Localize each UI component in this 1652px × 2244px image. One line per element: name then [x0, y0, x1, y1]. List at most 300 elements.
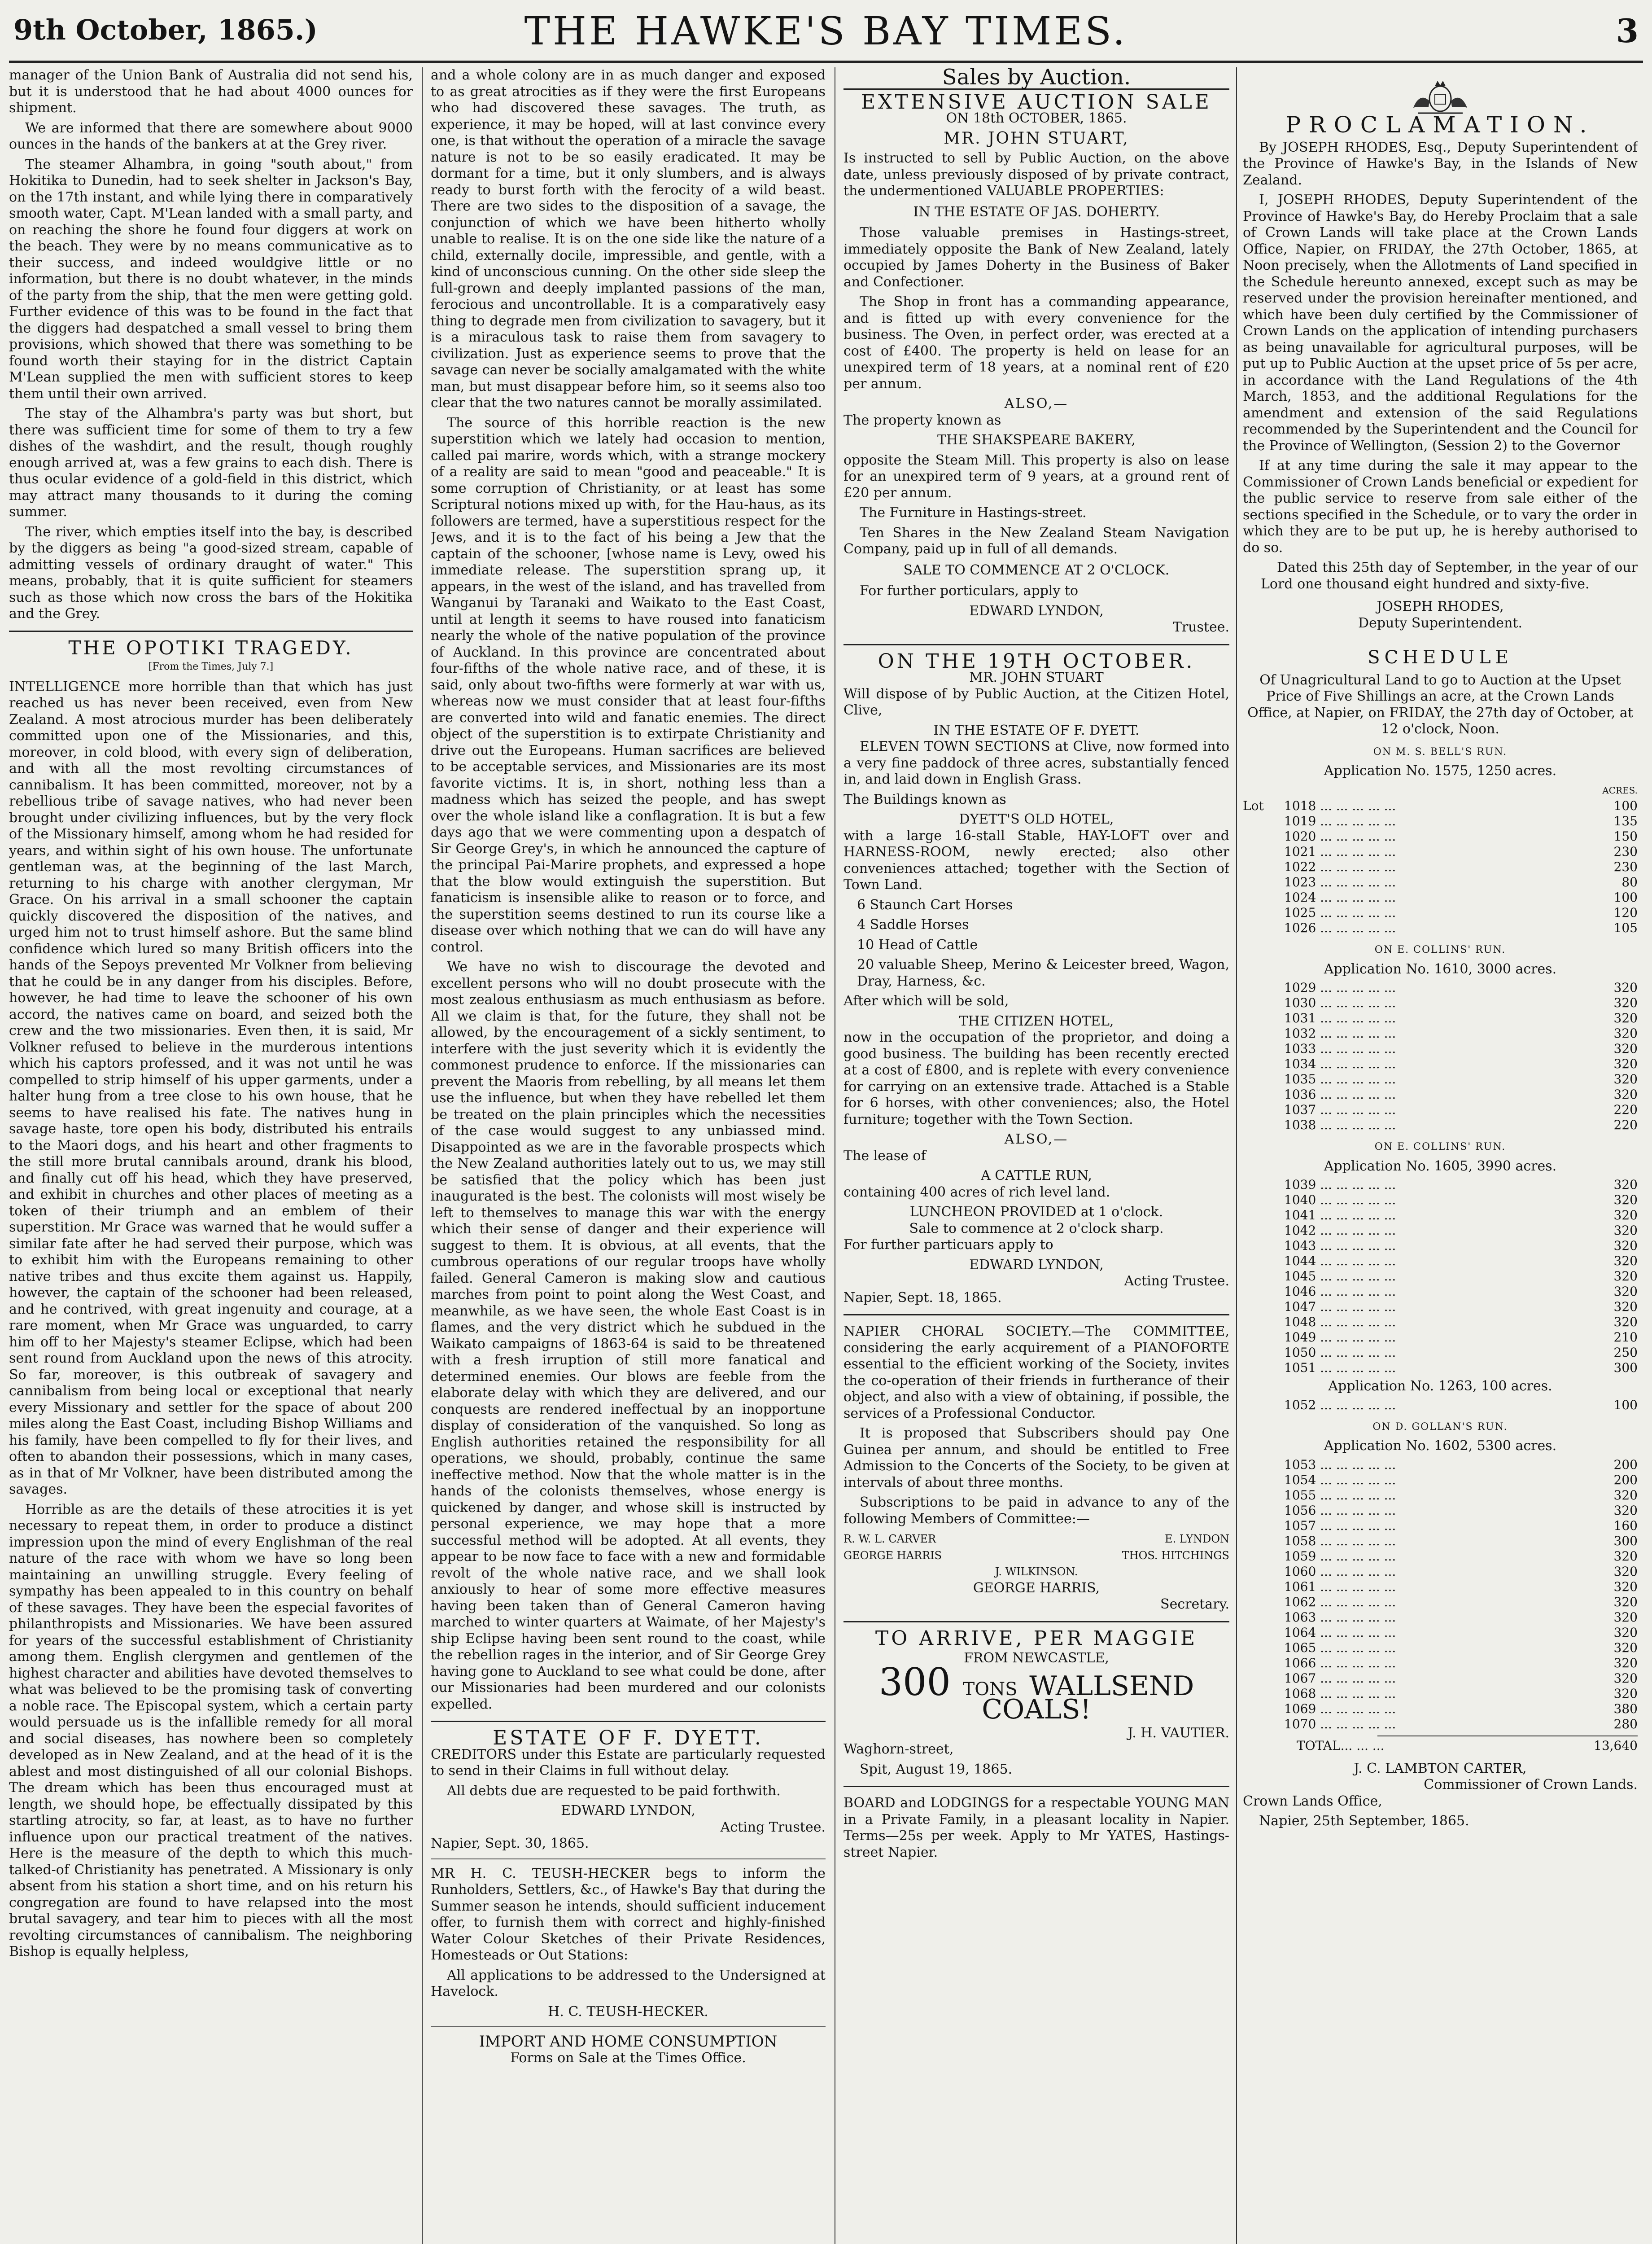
column-editorial: [431, 67, 826, 2066]
lot-number: 1068 ... ... ... ... ...: [1284, 1686, 1396, 1701]
lot-label: [1243, 1315, 1279, 1330]
section-rule: [843, 1314, 1229, 1315]
import-forms-title: IMPORT AND HOME CONSUMPTION: [479, 2033, 778, 2051]
lot-row: [1243, 829, 1638, 844]
also-heading: ALSO,—: [1004, 1131, 1069, 1147]
lot-row: [1243, 1640, 1638, 1656]
lot-label: [1243, 1398, 1279, 1413]
teusch-hecker-signature: H. C. TEUSH-HECKER.: [548, 2003, 708, 2020]
schedule-title: SCHEDULE: [1368, 647, 1513, 668]
auction-signature-role: Trustee.: [1172, 619, 1229, 635]
lot-number: 1034 ... ... ... ... ...: [1284, 1056, 1396, 1071]
lot-label: [1243, 920, 1279, 936]
lot-number: 1046 ... ... ... ... ...: [1284, 1284, 1396, 1299]
proclamation-paragraph: If at any time during the sale it may appear to the Commissioner of Crown Lands beneficial or expedient for the public service to reserve from sale either of the sections specified in the Schedule, or to vary the order in which they are to be put up, he is hereby authorised to do so.: [1243, 458, 1638, 556]
lot-acres: 150: [1613, 829, 1638, 844]
lot-acres: 300: [1613, 1533, 1638, 1548]
lot-label: [1243, 1457, 1279, 1473]
schedule-table: [1243, 744, 1638, 1732]
lot-acres: 220: [1613, 1118, 1638, 1132]
coal-signature: J. H. VAUTIER.: [1128, 1725, 1229, 1741]
lot-row: [1243, 1518, 1638, 1534]
lot-acres: 220: [1613, 1102, 1638, 1117]
choral-society-ad: Subscriptions to be paid in advance to any of the following Members of Committee:—: [843, 1495, 1229, 1527]
lot-label: [1243, 1238, 1279, 1253]
lot-acres: 320: [1613, 1208, 1638, 1223]
lot-number: 1065 ... ... ... ... ...: [1284, 1640, 1396, 1655]
board-lodgings-ad: BOARD and LODGINGS for a respectable YOUNG MAN in a Private Family, in a pleasant locality in Napier. Terms—25s per week. Apply to Mr YATES, Hastings-street Napier.: [843, 1795, 1229, 1860]
lot-row: [1243, 890, 1638, 905]
lot-row: [1243, 1398, 1638, 1413]
proclamation-by: By JOSEPH RHODES, Esq., Deputy Superintendent of the Province of Hawke's Bay, in the Islands of New Zealand.: [1243, 139, 1638, 188]
teusch-hecker-ad: All applications to be addressed to the Undersigned at Havelock.: [431, 1967, 826, 1999]
lot-number: 1061 ... ... ... ... ...: [1284, 1579, 1396, 1594]
article-title: THE OPOTIKI TRAGEDY.: [68, 636, 354, 659]
lot-number: 1048 ... ... ... ... ...: [1284, 1315, 1396, 1329]
lot-row: [1243, 1625, 1638, 1640]
news-paragraph: We are informed that there are somewhere about 9000 ounces in the hands of the bankers at at the Grey river.: [9, 120, 413, 152]
lot-row: [1243, 1269, 1638, 1284]
lot-number: 1063 ... ... ... ... ...: [1284, 1609, 1396, 1625]
lot-acres: 230: [1613, 844, 1638, 859]
lot-row: [1243, 1488, 1638, 1503]
lot-acres: 250: [1613, 1345, 1638, 1360]
lot-row: [1243, 1056, 1638, 1072]
lot-number: 1029 ... ... ... ... ...: [1284, 980, 1396, 995]
auction-ad-paragraph: Those valuable premises in Hastings-street, immediately opposite the Bank of New Zealand, lately occupied by James Doherty in the Business of Baker and Confectioner.: [843, 225, 1229, 290]
lot-number: 1030 ... ... ... ... ...: [1284, 995, 1396, 1010]
lot-number: 1058 ... ... ... ... ...: [1284, 1533, 1396, 1548]
column-divider: [1236, 67, 1237, 2244]
lot-label: [1243, 1118, 1279, 1133]
auction-ad-paragraph: containing 400 acres of rich level land.: [843, 1184, 1110, 1200]
lot-label: [1243, 1330, 1279, 1345]
teusch-hecker-ad: MR H. C. TEUSH-HECKER begs to inform the Runholders, Settlers, &c., of Hawke's Bay that during the Summer season he intends, should sufficient inducement offer, to furnish them with correct and highly-finished Water Colour Sketches of their Private Residences, Homesteads or Out Stations:: [431, 1865, 826, 1963]
lot-acres: 320: [1613, 995, 1638, 1010]
lot-label: [1243, 1253, 1279, 1269]
column-proclamation: [1243, 67, 1638, 1833]
masthead-rule: [9, 61, 1643, 63]
total-label: TOTAL: [1297, 1738, 1341, 1753]
lot-acres: 320: [1613, 1640, 1638, 1655]
lot-label: [1243, 1087, 1279, 1102]
lot-label: [1243, 1625, 1279, 1640]
choral-signature-role: Secretary.: [1160, 1596, 1229, 1612]
lot-label: [1243, 1671, 1279, 1686]
lot-acres: 320: [1613, 1487, 1638, 1503]
lot-row: [1243, 1503, 1638, 1518]
lot-row: [1243, 1192, 1638, 1208]
lot-label: [1243, 1177, 1279, 1192]
lot-acres: 320: [1613, 1253, 1638, 1268]
estate-heading: IN THE ESTATE OF F. DYETT.: [933, 722, 1140, 738]
lot-acres: 230: [1613, 859, 1638, 874]
estate-notice-body: All debts due are requested to be paid forthwith.: [447, 1783, 781, 1799]
lot-number: 1025 ... ... ... ... ...: [1284, 905, 1396, 920]
lot-number: 1041 ... ... ... ... ...: [1284, 1208, 1396, 1223]
lot-row: [1243, 1457, 1638, 1473]
page-number: 3: [1616, 12, 1639, 50]
lot-row: [1243, 1717, 1638, 1732]
run-heading: ON E. COLLINS' RUN.: [1374, 944, 1506, 955]
committee-member: E. LYNDON: [1165, 1533, 1229, 1545]
lot-row: [1243, 1102, 1638, 1118]
lot-label: [1243, 1102, 1279, 1118]
lot-number: 1064 ... ... ... ... ...: [1284, 1625, 1396, 1640]
coal-ad-title: TO ARRIVE, PER MAGGIE: [875, 1626, 1198, 1650]
lot-row: [1243, 1299, 1638, 1315]
coal-unit: TONS: [962, 1679, 1018, 1700]
lot-acres: 100: [1613, 798, 1638, 813]
auction-ad-paragraph: opposite the Steam Mill. This property is also on lease for an unexpired term of 9 years, at a ground rent of £20 per annum.: [843, 452, 1229, 501]
application-heading: Application No. 1605, 3990 acres.: [1324, 1158, 1557, 1174]
auction-signature: EDWARD LYNDON,: [969, 1257, 1104, 1273]
lot-row: [1243, 1177, 1638, 1192]
application-heading: Application No. 1263, 100 acres.: [1328, 1378, 1552, 1394]
import-forms-body: Forms on Sale at the Times Office.: [510, 2050, 746, 2066]
coal-address: Waghorn-street,: [843, 1741, 954, 1757]
lot-number: 1056 ... ... ... ... ...: [1284, 1503, 1396, 1518]
lot-label: [1243, 1518, 1279, 1534]
lot-label: [1243, 1473, 1279, 1488]
estate-dyett-title: ESTATE OF F. DYETT.: [493, 1727, 764, 1749]
lot-label: [1243, 1595, 1279, 1610]
column-divider: [422, 67, 423, 2244]
sale-commence: SALE TO COMMENCE AT 2 O'CLOCK.: [903, 562, 1170, 578]
auction-ad-paragraph: For further porticulars, apply to: [860, 583, 1079, 599]
sale-commence: Sale to commence at 2 o'clock sharp.: [909, 1220, 1164, 1236]
column-auctions: [843, 67, 1229, 1864]
lot-acres: 320: [1613, 1026, 1638, 1041]
lot-acres: 320: [1613, 1655, 1638, 1670]
lot-row: [1243, 905, 1638, 920]
lot-row: [1243, 859, 1638, 875]
lot-acres: 120: [1613, 905, 1638, 920]
auction-ad-paragraph: The property known as: [843, 412, 1001, 428]
lot-acres: 300: [1613, 1360, 1638, 1375]
royal-crest-icon: [1409, 76, 1472, 117]
lot-acres: 320: [1613, 1686, 1638, 1701]
lot-label: [1243, 859, 1279, 875]
schedule-intro: Of Unagricultural Land to go to Auction at the Upset Price of Five Shillings an acre, at the Crown Lands Office, at Napier, on FRIDAY, the 27th day of October, at 12 o'clock, Noon.: [1247, 672, 1633, 737]
lot-number: 1052 ... ... ... ... ...: [1284, 1397, 1396, 1412]
lot-number: 1050 ... ... ... ... ...: [1284, 1345, 1396, 1360]
article-paragraph: Horrible as are the details of these atrocities it is yet necessary to repeat them, in order to produce a distinct impression upon the mind of every Englishman of the real nature of the race with whom we have so long been maintaining an unwilling struggle. Every feeling of sympathy has been appealed to in this country on behalf of these savages. They have been the especial favorites of philanthropists and Missionaries. We have been assured for years of the successful establishment of Christianity among them. English clergymen and gentlemen of the highest character and abilities have devoted themselves to what was believed to be the promising task of converting a noble race. The Episcopal system, which a certain party would persuade us is the infallible remedy for all moral and social diseases, has nowhere been so completely developed as in New Zealand, and at the head of it is the ablest and most distinguished of all our colonial Bishops. The dream which has been thus encouraged must at length, we should hope, be effectually dissipated by this startling atrocity, so far, at least, as to have no further influence upon our practical treatment of the natives. Here is the measure of the depth to which this much-talked-of Christianity has penetrated. A Missionary is only absent from his station a short time, and on his return his congregation are found to have relapsed into the most brutal savagery, and tear him to pieces with all the most revolting circumstances of cannibalism. The neighboring Bishop is equally helpless,: [9, 1501, 413, 1959]
lot-number: 1026 ... ... ... ... ...: [1284, 920, 1396, 935]
lot-row: [1243, 814, 1638, 829]
lot-acres: 320: [1613, 1625, 1638, 1640]
lot-label: [1243, 1026, 1279, 1041]
auction-ad-paragraph: Ten Shares in the New Zealand Steam Navigation Company, paid up in full of all demands.: [843, 525, 1229, 557]
lot-label: [1243, 1284, 1279, 1299]
lot-number: 1040 ... ... ... ... ...: [1284, 1192, 1396, 1207]
lot-label: [1243, 814, 1279, 829]
stock-item: 6 Staunch Cart Horses: [857, 897, 1013, 913]
lot-label: [1243, 1656, 1279, 1671]
stock-item: 4 Saddle Horses: [857, 917, 969, 933]
lot-number: 1035 ... ... ... ... ...: [1284, 1072, 1396, 1087]
auction-ad-paragraph: now in the occupation of the proprietor, and doing a good business. The building has been recently erected at a cost of £800, and is replete with every convenience for carrying on an extensive trade. Attached is a Stable for 6 horses, with other conveniences; also, the Hotel furniture; together with the Town Section.: [843, 1030, 1229, 1127]
lot-number: 1043 ... ... ... ... ...: [1284, 1238, 1396, 1253]
lot-row: [1243, 1041, 1638, 1056]
lot-label: [1243, 1223, 1279, 1238]
lot-number: 1049 ... ... ... ... ...: [1284, 1330, 1396, 1345]
lot-number: 1054 ... ... ... ... ...: [1284, 1472, 1396, 1487]
article-paragraph: INTELLIGENCE more horrible than that which has just reached us has never been received, even from New Zealand. A most atrocious murder has been deliberately committed upon one of the Missionaries, and this, moreover, in cold blood, with every sign of deliberation, and with all the most revolting circumstances of cannibalism. It has been committed, moreover, not by a rebellious tribe of savage natives, who had never been brought under civilizing influences, but by the very flock of the Missionary himself, among whom he had resided for years, and within sight of his own house. The unfortunate gentleman was, at the beginning of the last March, returning to his charge with another clergyman, Mr Grace. On his arrival in a small schooner the captain quickly discovered the disposition of the natives, and urged him not to trust himself ashore. But the same blind confidence which lured so many British officers into the hands of the Sepoys prevented Mr Volkner from believing that he could be in any danger from his disciples. Before, however, he had time to leave the schooner of his own accord, the natives came on board, and seized both the crew and the two missionaries. Even then, it is said, Mr Volkner refused to believe in the murderous intentions which his captors professed, and it was not until he was compelled to strip himself of his upper garments, under a halter hung from a tree close to his own house, that he seems to have realised his fate. The natives hung in savage haste, tore open his body, distributed his entrails to the Maori dogs, and his heart and other fragments to the still more brutal cannibals around, drank his blood, and finally cut off his head, which they have preserved, and exhibit in churches and other places of meeting as a token of their triumph and an emblem of their superstition. Mr Grace was warned that he would suffer a similar fate after he had served their purpose, which was to exhibit him with the Europeans remaining to other native tribes and thus excite them against us. Happily, however, the captain of the schooner had been released, and he contrived, with great ingenuity and courage, at a rare moment, when Mr Grace was unguarded, to carry him off to her Majesty's steamer Eclipse, which had been sent round from Auckland upon the news of this atrocity. So far, moreover, is this outbreak of savagery and cannibalism from being local or exceptional that nearly every Missionary and settler for the space of about 200 miles along the East Coast, including Bishop Williams and his family, have been compelled to fly for their lives, and often to abandon their possessions, which in many cases, as in that of Mr Volkner, have been distributed among the savages.: [9, 679, 413, 1497]
lot-acres: 320: [1613, 1299, 1638, 1314]
news-paragraph: The stay of the Alhambra's party was but short, but there was sufficient time for some of them to try a few dishes of the washdirt, and the result, though roughly enough arrived at, was a few grains to each dish. There is thus ocular evidence of a gold-field in this district, which may attract many thousands to it during the coming summer.: [9, 406, 413, 520]
lot-acres: 320: [1613, 980, 1638, 995]
article-paragraph: The source of this horrible reaction is the new superstition which we lately had occasion to mention, called pai marire, words which, with a strange mockery of a reality are said to mean "good and peaceable." It is some corruption of Christianity, or at least has some Scriptural notions mixed up with, for the Hau-haus, as its followers are termed, have a superstitious respect for the Jews, and it is to the fact of his being a Jew that the captain of the schooner, [whose name is Levy, owed his immediate release. The superstition sprang up, it appears, in the west of the island, and has travelled from Wanganui by Taranaki and Waikato to the East Coast, until at length it seems to have roused into fanaticism nearly the whole of the native population of the province of Auckland. In this province are concentrated about four-fifths of the whole native race, and of these, it is said, only about two-fifths were formerly at war with us, whereas now we must consider that at least four-fifths are converted into wild and fanatic enemies. The direct object of the superstition is to extirpate Christianity and drive out the Europeans. Human sacrifices are believed to be acceptable services, and Missionaries are its most favorite victims. It is, in short, nothing less than a madness which has seized the people, and has swept over the whole island like a conflagration. It is but a few days ago that we were commenting upon a despatch of Sir George Grey's, in which he announced the capture of the principal Pai-Marire prophets, and expressed a hope that the blow would extinguish the superstition. But fanaticism is insensible alike to reason or to force, and the superstition seems destined to run its course like a disease over which nothing that we can do will have any control.: [431, 415, 826, 955]
choral-society-ad: NAPIER CHORAL SOCIETY.—The COMMITTEE, considering the early acquirement of a PIANOFORTE essential to the efficient working of the Society, invites the co-operation of their friends in furtherance of their object, and also with a view of obtaining, if possible, the services of a Professional Conductor.: [843, 1324, 1229, 1421]
estate-signature: EDWARD LYNDON,: [561, 1803, 695, 1819]
application-heading: Application No. 1575, 1250 acres.: [1324, 763, 1557, 779]
lot-number: 1060 ... ... ... ... ...: [1284, 1564, 1396, 1579]
lot-label: [1243, 1041, 1279, 1056]
lot-row: [1243, 1072, 1638, 1087]
article-paragraph: and a whole colony are in as much danger and exposed to as great atrocities as if they were the first Europeans who had discovered these savages. The truth, as experience, it may be hoped, will at last convince every one, is that without the operation of a miracle the savage nature is not to be so easily eradicated. It may be dormant for a time, but it only slumbers, and is always ready to burst forth with the ferocity of a wild beast. There are two sides to the disposition of a savage, the conjunction of which we have been hitherto wholly unable to realise. It is on the one side like the nature of a child, externally docile, impressible, and gentle, with a kind of unconscious cunning. On the other side sleep the full-grown and deeply implanted passions of the man, ferocious and uncontrollable. It is a comparatively easy thing to degrade men from civilization to savagery, but it is a miraculous task to raise them from savagery to civilization. Just as experience seems to prove that the savage can never be socially amalgamated with the white man, but must disappear before him, so it seems also too clear that the two natures cannot be morally assimilated.: [431, 67, 826, 411]
coal-name: WALLSEND COALS!: [982, 1670, 1194, 1725]
lot-acres: 380: [1613, 1701, 1638, 1716]
lot-number: 1047 ... ... ... ... ...: [1284, 1299, 1396, 1314]
lot-row: [1243, 1011, 1638, 1026]
lot-row: [1243, 1315, 1638, 1330]
dot-leader: ... ... ...: [1340, 1738, 1385, 1753]
lot-label: [1243, 1488, 1279, 1503]
lot-label: [1243, 1686, 1279, 1701]
application-heading: Application No. 1610, 3000 acres.: [1324, 961, 1557, 977]
run-heading: ON M. S. BELL'S RUN.: [1373, 746, 1508, 758]
choral-society-ad: It is proposed that Subscribers should pay One Guinea per annum, and should be entitled to Free Admission to the Concerts of the Society, to be given at intervals of about three months.: [843, 1425, 1229, 1490]
lot-acres: 200: [1613, 1457, 1638, 1472]
section-rule: [843, 1786, 1229, 1787]
application-heading: Application No. 1602, 5300 acres.: [1324, 1438, 1557, 1454]
schedule-signature: J. C. LAMBTON CARTER,: [1354, 1760, 1527, 1776]
lot-number: 1039 ... ... ... ... ...: [1284, 1177, 1396, 1192]
lot-row: [1243, 1253, 1638, 1269]
lot-label: Lot: [1243, 798, 1264, 813]
lot-acres: 320: [1613, 1594, 1638, 1609]
lot-number: 1066 ... ... ... ... ...: [1284, 1655, 1396, 1670]
lot-number: 1070 ... ... ... ... ...: [1284, 1716, 1396, 1731]
property-name: A CATTLE RUN,: [981, 1168, 1092, 1183]
lot-label: [1243, 1564, 1279, 1579]
lot-label: [1243, 1299, 1279, 1315]
lot-label: [1243, 1701, 1279, 1717]
office-date: Napier, 25th September, 1865.: [1259, 1813, 1469, 1829]
news-paragraph: manager of the Union Bank of Australia did not send his, but it is understood that he had about 4000 ounces for shipment.: [9, 67, 413, 116]
lot-number: 1053 ... ... ... ... ...: [1284, 1457, 1396, 1472]
lot-number: 1031 ... ... ... ... ...: [1284, 1011, 1396, 1026]
lot-row: [1243, 875, 1638, 890]
lot-row: [1243, 1686, 1638, 1701]
committee-row: [843, 1531, 1229, 1547]
lot-acres: 100: [1613, 890, 1638, 905]
news-paragraph: The river, which empties itself into the bay, is described by the diggers as being "a good-sized stream, capable of admitting vessels of ordinary draught of water." This means, probably, that it is quite sufficient for steamers such as those which now cross the bars of the Hokitika and the Grey.: [9, 524, 413, 622]
run-heading: ON E. COLLINS' RUN.: [1374, 1141, 1506, 1153]
auction-ad-paragraph: The lease of: [843, 1148, 926, 1164]
schedule-total: [1243, 1738, 1638, 1753]
lot-number: 1037 ... ... ... ... ...: [1284, 1102, 1396, 1117]
lot-row: [1243, 1208, 1638, 1223]
committee-member: THOS. HITCHINGS: [1122, 1549, 1229, 1562]
lot-acres: 135: [1613, 814, 1638, 828]
property-name: THE CITIZEN HOTEL,: [959, 1013, 1114, 1029]
lot-acres: 320: [1613, 1503, 1638, 1518]
auction-ad-paragraph: For further particuars apply to: [843, 1237, 1053, 1253]
auction-ad-title: ON THE 19TH OCTOBER.: [878, 649, 1195, 673]
lot-number: 1024 ... ... ... ... ...: [1284, 890, 1396, 905]
estate-heading: IN THE ESTATE OF JAS. DOHERTY.: [913, 204, 1160, 220]
auction-ad-paragraph: with a large 16-stall Stable, HAY-LOFT over and HARNESS-ROOM, newly erected; also other conveniences attached; together with the Section of Town Land.: [843, 828, 1229, 893]
lot-label: [1243, 1056, 1279, 1072]
coal-date: Spit, August 19, 1865.: [860, 1761, 1013, 1777]
auction-signature: EDWARD LYNDON,: [969, 603, 1104, 619]
lot-acres: 160: [1613, 1518, 1638, 1533]
lot-row: [1243, 1671, 1638, 1686]
lot-acres: 320: [1613, 1223, 1638, 1238]
proclamation-dated: Dated this 25th day of September, in the year of our Lord one thousand eight hundred and sixty-five.: [1261, 560, 1638, 592]
masthead: [0, 0, 1652, 67]
lot-acres: 320: [1613, 1564, 1638, 1579]
lot-acres: 320: [1613, 1315, 1638, 1329]
lot-row: [1243, 798, 1638, 814]
auction-date: Napier, Sept. 18, 1865.: [843, 1289, 1002, 1306]
lot-number: 1059 ... ... ... ... ...: [1284, 1548, 1396, 1564]
proclamation-paragraph: I, JOSEPH RHODES, Deputy Superintendent of the Province of Hawke's Bay, do Hereby Proclaim that a sale of Crown Lands will take place at the Crown Lands Office, Napier, on FRIDAY, the 27th October, 1865, at Noon precisely, when the Allotments of Land specified in the Schedule hereunto annexed, except such as may be reserved under the provision hereinafter mentioned, and which have been duly certified by the Commissioner of Crown Lands on the application of intending purchasers as being unavailable for agricultural purposes, will be put up to Public Auction at the upset price of 5s per acre, in accordance with the Land Regulations of the 4th March, 1853, and the additional Regulations for the amendment and extension of the said Regulations recommended by the Superintendent and the Council for the Province of Wellington, (Session 2) to the Governor: [1243, 192, 1638, 454]
lot-acres: 320: [1613, 1011, 1638, 1026]
lot-number: 1042 ... ... ... ... ...: [1284, 1223, 1396, 1238]
auction-signature-role: Acting Trustee.: [1124, 1273, 1229, 1289]
section-rule: [9, 631, 413, 632]
lot-number: 1033 ... ... ... ... ...: [1284, 1041, 1396, 1056]
lot-acres: 105: [1613, 920, 1638, 935]
auction-ad-intro: Will dispose of by Public Auction, at the Citizen Hotel, Clive,: [843, 686, 1229, 718]
choral-signature: GEORGE HARRIS,: [973, 1580, 1100, 1596]
lot-number: 1023 ... ... ... ... ...: [1284, 875, 1396, 890]
lot-number: 1036 ... ... ... ... ...: [1284, 1087, 1396, 1102]
lot-number: 1069 ... ... ... ... ...: [1284, 1701, 1396, 1716]
sales-by-auction-heading: Sales by Auction.: [942, 67, 1131, 90]
also-heading: ALSO,—: [1004, 396, 1069, 412]
lot-acres: 100: [1613, 1397, 1638, 1412]
lot-row: [1243, 1345, 1638, 1360]
lot-label: [1243, 875, 1279, 890]
lot-row: [1243, 1564, 1638, 1579]
auction-ad-date: ON 18th OCTOBER, 1865.: [946, 110, 1127, 126]
lot-acres: 320: [1613, 1670, 1638, 1686]
lot-acres: 210: [1613, 1330, 1638, 1345]
lot-row: [1243, 980, 1638, 995]
lot-label: [1243, 844, 1279, 859]
lot-acres: 200: [1613, 1472, 1638, 1487]
lot-number: 1019 ... ... ... ... ...: [1284, 814, 1396, 828]
lot-label: [1243, 829, 1279, 844]
lot-acres: 320: [1613, 1548, 1638, 1564]
office-name: Crown Lands Office,: [1243, 1793, 1382, 1809]
run-heading: ON D. GOLLAN'S RUN.: [1372, 1421, 1508, 1433]
committee-row: [843, 1547, 1229, 1564]
lot-row: [1243, 1026, 1638, 1041]
lot-number: 1057 ... ... ... ... ...: [1284, 1518, 1396, 1533]
lot-row: [1243, 1473, 1638, 1488]
lot-acres: 280: [1613, 1716, 1638, 1731]
lot-acres: 80: [1621, 875, 1638, 890]
lot-row: [1243, 1595, 1638, 1610]
lot-acres: 320: [1613, 1238, 1638, 1253]
lot-acres: 320: [1613, 1056, 1638, 1071]
lot-number: 1051 ... ... ... ... ...: [1284, 1360, 1396, 1375]
column-news: [9, 67, 413, 1964]
lot-number: 1032 ... ... ... ... ...: [1284, 1026, 1396, 1041]
lot-label: [1243, 1503, 1279, 1518]
auctioneer-name: MR. JOHN STUART: [969, 670, 1104, 685]
lot-label: [1243, 1534, 1279, 1549]
lot-acres: 320: [1613, 1072, 1638, 1087]
lot-label: [1243, 1192, 1279, 1208]
lot-label: [1243, 1549, 1279, 1564]
lot-label: [1243, 890, 1279, 905]
auctioneer-name: MR. JOHN STUART,: [944, 129, 1129, 148]
proclamation-signature: JOSEPH RHODES,: [1377, 599, 1504, 614]
estate-date: Napier, Sept. 30, 1865.: [431, 1836, 589, 1851]
lot-number: 1038 ... ... ... ... ...: [1284, 1118, 1396, 1132]
lot-label: [1243, 1072, 1279, 1087]
lot-label: [1243, 995, 1279, 1011]
coal-ad-origin: FROM NEWCASTLE,: [964, 1650, 1109, 1666]
proclamation-title: PROCLAMATION.: [1285, 112, 1595, 138]
lot-row: [1243, 1656, 1638, 1671]
luncheon-note: LUNCHEON PROVIDED at 1 o'clock.: [909, 1204, 1163, 1220]
stock-item: 20 valuable Sheep, Merino & Leicester breed, Wagon, Dray, Harness, &c.: [857, 957, 1229, 989]
auction-ad-paragraph: ELEVEN TOWN SECTIONS at Clive, now formed into a very fine paddock of three acres, substantially fenced in, and laid down in English Grass.: [843, 739, 1229, 787]
lot-row: [1243, 1534, 1638, 1549]
estate-signature-role: Acting Trustee.: [720, 1819, 826, 1835]
section-rule: [843, 1621, 1229, 1622]
ad-rule: [431, 2026, 826, 2027]
committee-member: GEORGE HARRIS: [843, 1549, 942, 1562]
lot-row: [1243, 1223, 1638, 1238]
ad-rule: [431, 1858, 826, 1859]
lot-row: [1243, 1579, 1638, 1595]
lot-label: [1243, 1269, 1279, 1284]
lot-label: [1243, 1360, 1279, 1376]
auction-ad-paragraph: The Furniture in Hastings-street.: [860, 505, 1087, 521]
coal-ad-headline: [843, 1660, 1229, 1725]
auction-ad-paragraph: The Shop in front has a commanding appearance, and is fitted up with every convenience for the business. The Oven, in perfect order, was erected at a cost of £400. The property is held on lease for an unexpired term of 18 years, at a nominal rent of £20 per annum.: [843, 294, 1229, 392]
lot-row: [1243, 1118, 1638, 1133]
lot-acres: 320: [1613, 1087, 1638, 1102]
property-name: DYETT'S OLD HOTEL,: [959, 811, 1114, 827]
committee-member: R. W. L. CARVER: [843, 1533, 936, 1545]
lot-label: [1243, 1610, 1279, 1625]
lot-label: [1243, 1011, 1279, 1026]
lot-label: [1243, 1345, 1279, 1360]
schedule-signature-role: Commissioner of Crown Lands.: [1424, 1777, 1638, 1793]
lot-number: 1022 ... ... ... ... ...: [1284, 859, 1396, 874]
article-paragraph: We have no wish to discourage the devoted and excellent persons who will no doubt prosecute with the most zealous enthusiasm as much enthusiasm as before. All we claim is that, for the future, they shall not be allowed, by the encouragement of a sickly sentiment, to interfere with the just severity which it is evidently the commonest prudence to enforce. If the missionaries can prevent the Maoris from rebelling, by all means let them use the influence, but when they have rebelled let them be treated on the plain principles which the necessities of the case would suggest to any unbiassed mind. Disappointed as we are in the favorable prospects which the New Zealand authorities lately out to us, we may still be satisfied that the policy which has been just inaugurated is the best. The colonists will most wisely be left to themselves to manage this war with the energy which their sense of danger and their experience will suggest to them. It is obvious, at all events, that the cumbrous operations of our regular troops have wholly failed. General Cameron is making slow and cautious marches from point to point along the West Coast, and meanwhile, as we have seen, the whole East Coast is in flames, and the very district which he subdued in the Waikato campaigns of 1863-64 is said to be threatened with a fresh irruption of still more fanatical and determined enemies. Our blows are feeble from the elaborate delay with which they are delivered, and our conquests are rendered ineffectual by an inopportune display of consideration of the vanquished. So long as English authorities retained the responsibility for all operations, we should, probably, continue the same ineffective method. Now that the whole matter is in the hands of the colonists themselves, whose energy is quickened by danger, and whose skill is instructed by personal experience, we may hope that a more successful method will be adopted. At all events, they appear to be now face to face with a new and formidable revolt of the whole native race, and we shall look anxiously to hear of some more effective measures having been taken than of General Cameron having marched to winter quarters at Waimate, of her Majesty's ship Eclipse having been sent round to the coast, while the rebellion rages in the interior, and of Sir George Grey having gone to Auckland to see what could be done, after our Missionaries had been murdered and our colonists expelled.: [431, 959, 826, 1712]
auction-ad-intro: Is instructed to sell by Public Auction, on the above date, unless previously disposed of by private contract, the undermentioned VALUABLE PROPERTIES:: [843, 150, 1229, 199]
lot-label: [1243, 1208, 1279, 1223]
lot-label: [1243, 905, 1279, 920]
lot-label: [1243, 1579, 1279, 1595]
acres-column-label: ACRES.: [1602, 785, 1638, 796]
lot-number: 1018 ... ... ... ... ...: [1284, 798, 1396, 813]
estate-notice-body: CREDITORS under this Estate are particularly requested to send in their Claims in full without delay.: [431, 1746, 826, 1779]
lot-row: [1243, 844, 1638, 859]
stock-item: 10 Head of Cattle: [857, 937, 978, 953]
lot-row: [1243, 1238, 1638, 1253]
